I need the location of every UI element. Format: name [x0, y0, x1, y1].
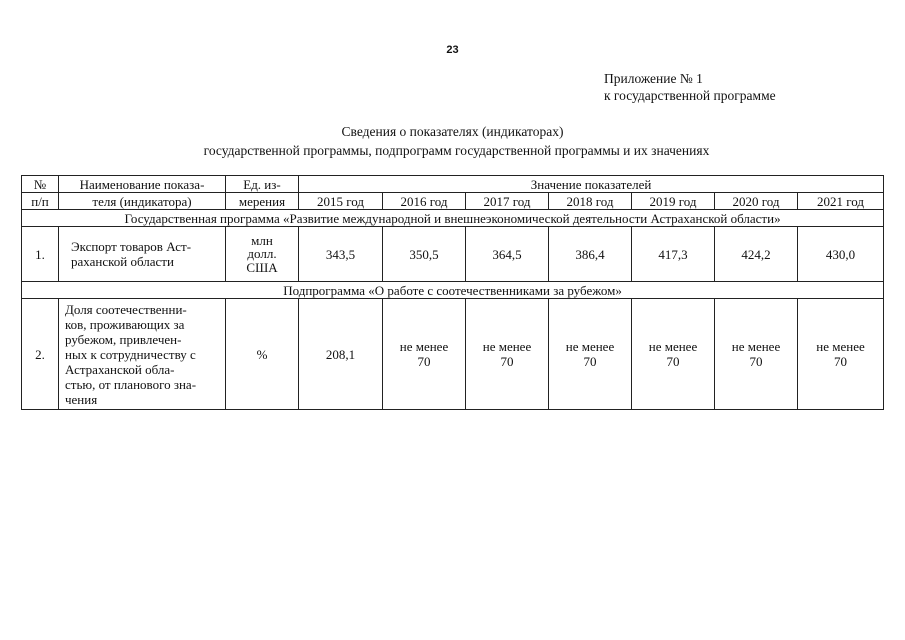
- value-2016: 350,5: [383, 227, 466, 282]
- value-2021: 430,0: [798, 227, 884, 282]
- indicator-name-line: ных к сотрудничеству с: [65, 346, 196, 362]
- value-2018: 386,4: [549, 227, 632, 282]
- indicator-name-line: Астраханской обла-: [65, 361, 175, 377]
- document-title: [0, 122, 905, 160]
- appendix-note: [604, 70, 776, 104]
- indicator-name: [59, 227, 226, 282]
- header-row-1: [22, 176, 884, 193]
- value-number: 70: [666, 354, 680, 369]
- header-year-2015: 2015 год: [299, 193, 383, 210]
- indicator-name-line: стью, от планового зна-: [65, 376, 197, 392]
- header-unit-2: мерения: [226, 193, 299, 210]
- value-number: 70: [834, 354, 848, 369]
- document-title-line-1: Сведения о показателях (индикаторах): [341, 124, 564, 139]
- value-2020: 424,2: [715, 227, 798, 282]
- value-number: 70: [500, 354, 514, 369]
- value-number: 70: [583, 354, 597, 369]
- value-2015: 343,5: [299, 227, 383, 282]
- indicators-table: [21, 175, 884, 410]
- value-number: 70: [417, 354, 431, 369]
- value-prefix: не менее: [565, 339, 615, 354]
- header-year-2018: 2018 год: [549, 193, 632, 210]
- indicator-unit: [226, 227, 299, 282]
- indicator-unit: %: [226, 299, 299, 410]
- section-subprogram-title: Подпрограмма «О работе с соотечественниками за рубежом»: [22, 282, 884, 299]
- section-program-row: [22, 210, 884, 227]
- table-row: [22, 299, 884, 410]
- appendix-line-2: к государственной программе: [604, 88, 776, 103]
- indicator-name-line: чения: [65, 391, 98, 407]
- header-name-2: теля (индикатора): [59, 193, 226, 210]
- indicator-name-line: Доля соотечественни-: [65, 301, 187, 317]
- value-2021: [798, 299, 884, 410]
- value-prefix: не менее: [399, 339, 449, 354]
- section-program-title: Государственная программа «Развитие международной и внешнеэкономической деятельности Астраханской области»: [22, 210, 884, 227]
- appendix-line-1: Приложение № 1: [604, 71, 703, 86]
- indicator-name: [59, 299, 226, 410]
- value-prefix: не менее: [648, 339, 698, 354]
- page-number: 23: [446, 44, 459, 56]
- value-2019: 417,3: [632, 227, 715, 282]
- value-2015: 208,1: [299, 299, 383, 410]
- header-year-2019: 2019 год: [632, 193, 715, 210]
- header-values-group: Значение показателей: [299, 176, 884, 193]
- indicator-name-line: рубежом, привлечен-: [65, 331, 182, 347]
- header-year-2020: 2020 год: [715, 193, 798, 210]
- value-2016: [383, 299, 466, 410]
- value-2017: [466, 299, 549, 410]
- header-unit: Ед. из-: [226, 176, 299, 193]
- value-2020: [715, 299, 798, 410]
- unit-line: млн: [251, 232, 273, 248]
- unit-line: США: [246, 259, 278, 275]
- value-prefix: не менее: [731, 339, 781, 354]
- header-year-2021: 2021 год: [798, 193, 884, 210]
- indicator-name-line: Экспорт товаров Аст-: [71, 239, 192, 254]
- header-name: Наименование показа-: [59, 176, 226, 193]
- header-num: №: [22, 176, 59, 193]
- value-2017: 364,5: [466, 227, 549, 282]
- table-row: [22, 227, 884, 282]
- unit-line: долл.: [247, 246, 277, 262]
- header-row-2: [22, 193, 884, 210]
- row-number: 2.: [22, 299, 59, 410]
- indicator-name-line: ков, проживающих за: [65, 316, 185, 332]
- header-num-2: п/п: [22, 193, 59, 210]
- header-year-2016: 2016 год: [383, 193, 466, 210]
- document-title-line-2: государственной программы, подпрограмм государственной программы и их значениях: [203, 143, 710, 158]
- section-subprogram-row: [22, 282, 884, 299]
- value-prefix: не менее: [816, 339, 865, 354]
- indicator-name-line: раханской области: [71, 254, 174, 269]
- value-2019: [632, 299, 715, 410]
- header-year-2017: 2017 год: [466, 193, 549, 210]
- value-2018: [549, 299, 632, 410]
- row-number: 1.: [22, 227, 59, 282]
- value-number: 70: [749, 354, 763, 369]
- value-prefix: не менее: [482, 339, 532, 354]
